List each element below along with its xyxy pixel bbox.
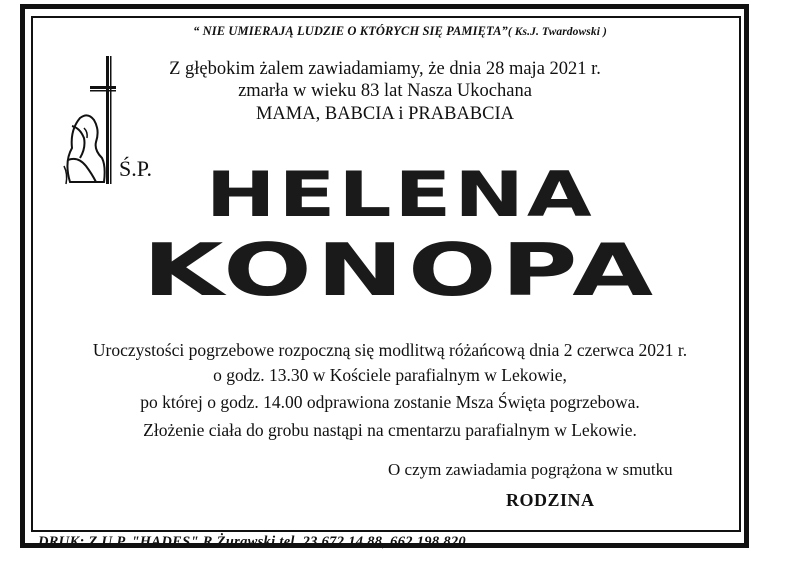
intro-line-3: MAMA, BABCIA i PRABABCIA: [255, 104, 515, 124]
quote-text: “ NIE UMIERAJĄ LUDZIE O KTÓRYCH SIĘ PAMIĘTA”: [193, 24, 508, 38]
family-signature: RODZINA: [506, 490, 595, 510]
intro-line-2: zmarła w wieku 83 lat Nasza Ukochana: [238, 81, 532, 101]
deceased-first-name: HELENA: [205, 158, 595, 231]
funeral-info-line-3: po której o godz. 14.00 odprawiona zostanie Msza Święta pogrzebowa.: [140, 392, 640, 412]
quote-author: ( Ks.J. Twardowski ): [507, 26, 607, 38]
printer-footer: DRUK: Z.U.P. "HADES" R.Żurawski tel. 23 672 14 88, 662 198 820: [38, 534, 466, 550]
funeral-info-line-1: Uroczystości pogrzebowe rozpoczną się modlitwą różańcową dnia 2 czerwca 2021 r.: [92, 340, 688, 360]
prefix-sp: Ś.P.: [119, 156, 153, 181]
funeral-info-line-2: o godz. 13.30 w Kościele parafialnym w Lekowie,: [213, 365, 567, 385]
quote-line: [0, 24, 800, 39]
deceased-last-name: KONOPA: [142, 228, 658, 312]
intro-line-1: Z głębokim żalem zawiadamiamy, że dnia 28 maja 2021 r.: [169, 59, 601, 79]
funeral-info-line-4: Złożenie ciała do grobu nastąpi na cmentarzu parafialnym w Lekowie.: [143, 420, 637, 440]
closing-line: O czym zawiadamia pogrążona w smutku: [388, 460, 673, 479]
